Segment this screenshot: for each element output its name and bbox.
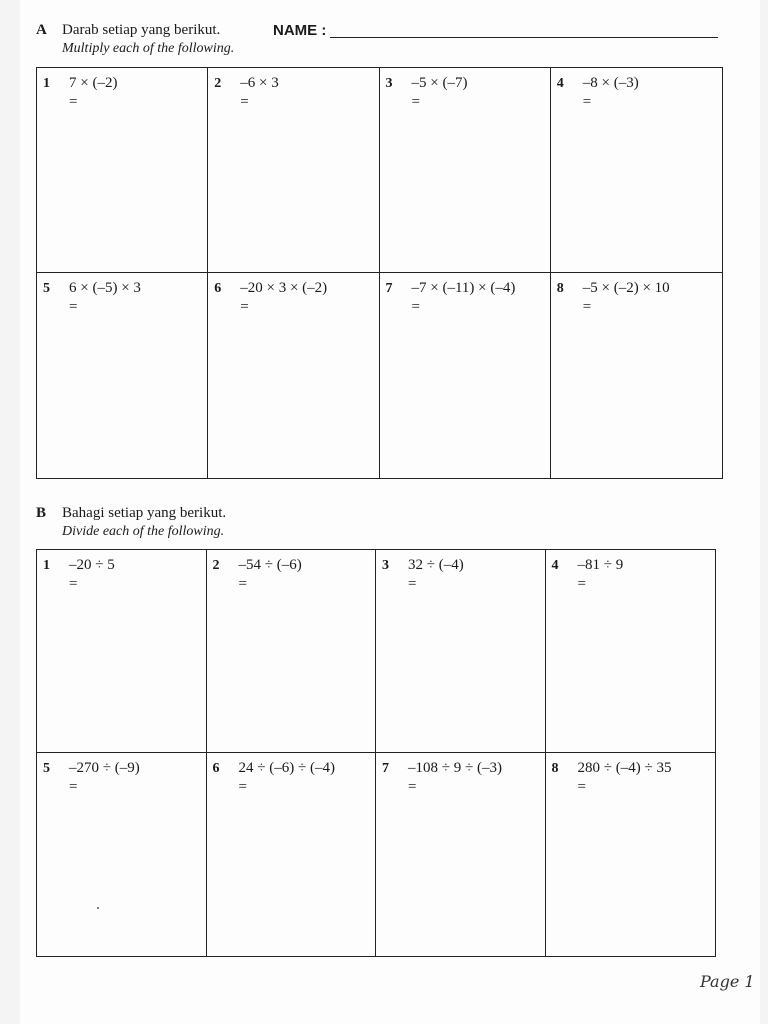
question-expression: –8 × (–3) bbox=[582, 75, 639, 91]
equals-sign: = bbox=[582, 299, 592, 315]
name-label: NAME : bbox=[273, 22, 327, 39]
question-number: 2 bbox=[212, 558, 220, 573]
section-a-grid bbox=[36, 67, 723, 479]
question-cell[interactable] bbox=[37, 753, 207, 956]
equals-sign: = bbox=[69, 576, 78, 592]
question-number: 6 bbox=[212, 761, 220, 776]
equals-sign: = bbox=[582, 94, 592, 110]
question-expression: 7 × (–2) bbox=[69, 75, 118, 91]
section-a-instruction-malay: Darab setiap yang berikut. bbox=[62, 22, 221, 38]
equals-sign: = bbox=[577, 779, 586, 795]
equals-sign: = bbox=[69, 779, 78, 795]
question-cell[interactable] bbox=[37, 68, 208, 273]
section-a-instruction-english: Multiply each of the following. bbox=[62, 41, 235, 56]
question-cell[interactable] bbox=[551, 68, 722, 273]
question-cell[interactable] bbox=[207, 550, 377, 753]
question-cell[interactable] bbox=[37, 273, 208, 478]
question-cell[interactable] bbox=[376, 550, 546, 753]
equals-sign: = bbox=[411, 299, 420, 315]
equals-sign: = bbox=[69, 94, 78, 110]
question-number: 3 bbox=[385, 76, 393, 91]
question-expression: –5 × (–7) bbox=[411, 75, 468, 91]
section-b-letter: B bbox=[36, 505, 47, 521]
question-expression: –270 ÷ (–9) bbox=[69, 760, 140, 776]
equals-sign: = bbox=[240, 299, 249, 315]
question-number: 5 bbox=[43, 281, 50, 296]
question-cell[interactable] bbox=[207, 753, 377, 956]
question-cell[interactable] bbox=[208, 273, 379, 478]
section-a-letter: A bbox=[36, 22, 47, 38]
question-cell[interactable] bbox=[546, 753, 716, 956]
question-cell[interactable] bbox=[546, 550, 716, 753]
question-cell[interactable] bbox=[380, 273, 551, 478]
question-expression: –7 × (–11) × (–4) bbox=[411, 280, 516, 296]
question-number: 7 bbox=[385, 281, 393, 296]
equals-sign: = bbox=[408, 779, 417, 795]
question-expression: –20 × 3 × (–2) bbox=[240, 280, 328, 296]
page-number: Page 1 bbox=[700, 972, 755, 991]
equals-sign: = bbox=[240, 94, 249, 110]
equals-sign: = bbox=[411, 94, 420, 110]
question-number: 1 bbox=[43, 76, 50, 91]
question-cell[interactable] bbox=[376, 753, 546, 956]
question-number: 1 bbox=[43, 558, 50, 573]
section-b-instruction-malay: Bahagi setiap yang berikut. bbox=[62, 505, 227, 521]
question-expression: 6 × (–5) × 3 bbox=[69, 280, 141, 296]
pencil-mark bbox=[97, 907, 99, 909]
question-expression: 32 ÷ (–4) bbox=[408, 557, 464, 573]
question-expression: –6 × 3 bbox=[240, 75, 279, 91]
section-b-instruction-english: Divide each of the following. bbox=[62, 524, 225, 539]
question-cell[interactable] bbox=[551, 273, 722, 478]
equals-sign: = bbox=[238, 576, 247, 592]
question-expression: –108 ÷ 9 ÷ (–3) bbox=[408, 760, 502, 776]
section-b-grid bbox=[36, 549, 716, 957]
question-expression: –20 ÷ 5 bbox=[69, 557, 115, 573]
name-input-line[interactable] bbox=[330, 37, 718, 38]
question-number: 3 bbox=[382, 558, 389, 573]
question-expression: 24 ÷ (–6) ÷ (–4) bbox=[238, 760, 335, 776]
question-cell[interactable] bbox=[37, 550, 207, 753]
equals-sign: = bbox=[69, 299, 78, 315]
question-number: 7 bbox=[382, 761, 389, 776]
question-expression: –54 ÷ (–6) bbox=[238, 557, 302, 573]
question-number: 4 bbox=[556, 76, 564, 91]
question-number: 8 bbox=[551, 761, 559, 776]
question-number: 2 bbox=[214, 76, 222, 91]
question-number: 5 bbox=[43, 761, 50, 776]
question-expression: –5 × (–2) × 10 bbox=[582, 280, 670, 296]
question-number: 8 bbox=[556, 281, 564, 296]
question-number: 4 bbox=[551, 558, 559, 573]
question-expression: –81 ÷ 9 bbox=[577, 557, 624, 573]
question-expression: 280 ÷ (–4) ÷ 35 bbox=[577, 760, 672, 776]
equals-sign: = bbox=[408, 576, 417, 592]
question-cell[interactable] bbox=[380, 68, 551, 273]
question-number: 6 bbox=[214, 281, 222, 296]
question-cell[interactable] bbox=[208, 68, 379, 273]
equals-sign: = bbox=[238, 779, 247, 795]
equals-sign: = bbox=[577, 576, 586, 592]
